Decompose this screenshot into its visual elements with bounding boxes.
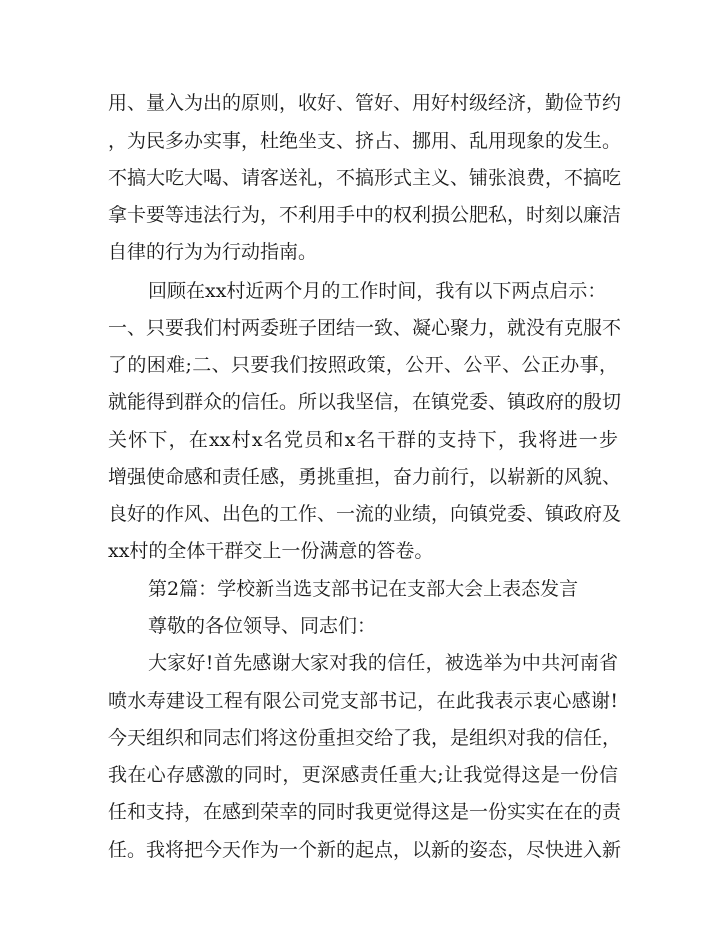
- text-line: 任和支持，在感到荣幸的同时我更觉得这是一份实实在在的责: [108, 801, 622, 823]
- text-line: 自律的行为为行动指南。: [108, 241, 318, 263]
- salutation: 尊敬的各位领导、同志们：: [148, 615, 377, 637]
- text-line: 我在心存感激的同时，更深感责任重大;让我觉得这是一份信: [108, 764, 618, 786]
- text-line: 不搞大吃大喝、请客送礼，不搞形式主义、铺张浪费，不搞吃: [108, 167, 622, 189]
- text-line: 良好的作风、出色的工作、一流的业绩，向镇党委、镇政府及: [108, 503, 622, 525]
- text-line: 拿卡要等违法行为，不利用手中的权利损公肥私，时刻以廉洁: [108, 204, 622, 226]
- text-line: 就能得到群众的信任。所以我坚信，在镇党委、镇政府的殷切: [108, 391, 622, 413]
- section-heading: 第2篇：学校新当选支部书记在支部大会上表态发言: [148, 578, 579, 600]
- text-line: xx村的全体干群交上一份满意的答卷。: [108, 540, 434, 562]
- text-line: 了的困难;二、只要我们按照政策，公开、公平、公正办事，: [108, 354, 618, 376]
- text-line: 关怀下，在xx村x名党员和x名干群的支持下，我将进一步: [108, 429, 618, 451]
- text-line: 任。我将把今天作为一个新的起点，以新的姿态，尽快进入新: [108, 839, 622, 861]
- paragraph-start-line: 大家好!首先感谢大家对我的信任，被选举为中共河南省: [148, 652, 618, 674]
- text-line: 喷水寿建设工程有限公司党支部书记，在此我表示衷心感谢!: [108, 690, 618, 712]
- text-line: 今天组织和同志们将这份重担交给了我，是组织对我的信任，: [108, 727, 622, 749]
- text-line: 增强使命感和责任感，勇挑重担，奋力前行，以崭新的风貌、: [108, 466, 622, 488]
- text-line: ，为民多办实事，杜绝坐支、挤占、挪用、乱用现象的发生。: [108, 130, 622, 152]
- text-line: 一、只要我们村两委班子团结一致、凝心聚力，就没有克服不: [108, 317, 622, 339]
- paragraph-start-line: 回顾在xx村近两个月的工作时间，我有以下两点启示：: [148, 280, 607, 302]
- text-line: 用、量入为出的原则，收好、管好、用好村级经济，勤俭节约: [108, 92, 622, 114]
